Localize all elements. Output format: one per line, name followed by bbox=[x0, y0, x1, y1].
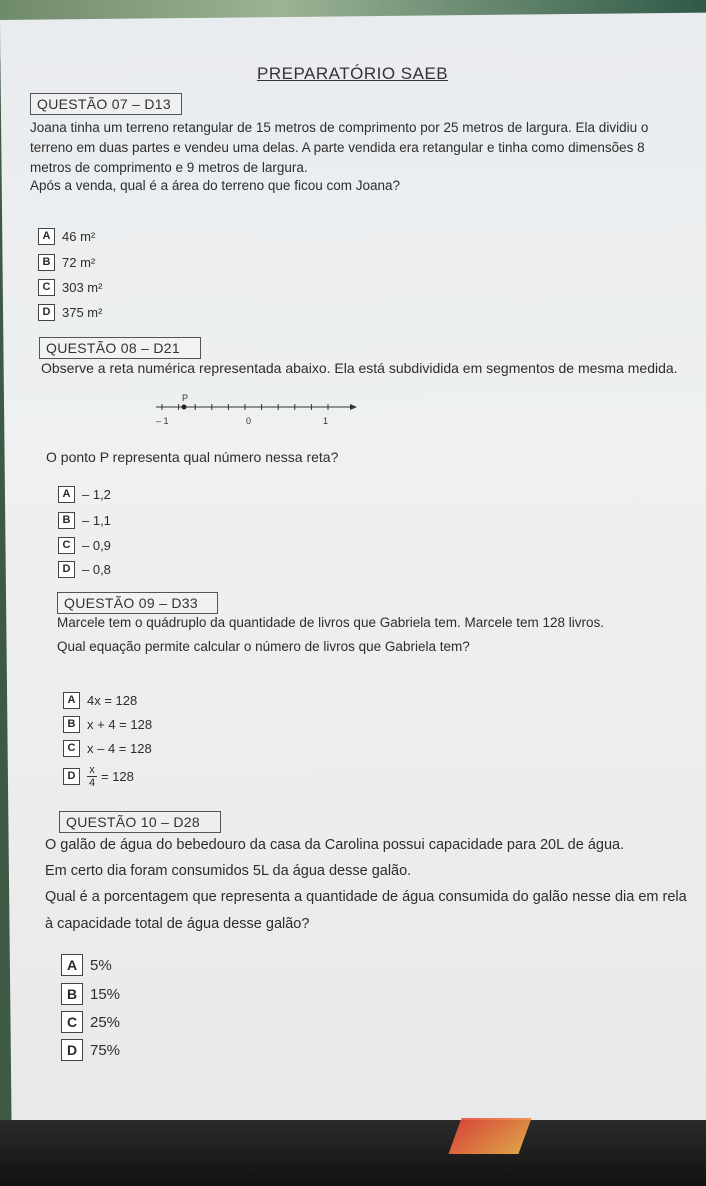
option-letter: B bbox=[61, 983, 83, 1005]
option-letter: B bbox=[58, 512, 75, 529]
q07-option-c[interactable] bbox=[38, 279, 102, 296]
option-letter: D bbox=[38, 304, 55, 321]
q09-option-d[interactable] bbox=[63, 764, 134, 789]
option-text: 75% bbox=[90, 1041, 121, 1059]
option-text: – 1,1 bbox=[82, 513, 111, 528]
option-letter: C bbox=[38, 279, 55, 296]
option-text: 375 m² bbox=[62, 305, 103, 320]
q08-option-d[interactable] bbox=[58, 561, 111, 578]
fraction-numerator: x bbox=[89, 764, 95, 776]
point-p-label: P bbox=[182, 393, 189, 403]
option-letter: B bbox=[63, 716, 80, 733]
question-08-question: O ponto P representa qual número nessa reta? bbox=[46, 449, 339, 465]
q10-option-a[interactable] bbox=[61, 954, 112, 976]
question-10-line-4: à capacidade total de água desse galão? bbox=[45, 916, 310, 932]
q09-option-b[interactable] bbox=[63, 716, 152, 733]
option-letter: B bbox=[38, 254, 55, 271]
option-text: 25% bbox=[90, 1013, 121, 1031]
option-letter: A bbox=[63, 692, 80, 709]
question-09-label: QUESTÃO 09 – D33 bbox=[57, 592, 218, 614]
option-text: 4x = 128 bbox=[87, 693, 138, 708]
option-text: 303 m² bbox=[62, 280, 103, 295]
fraction bbox=[87, 764, 97, 789]
option-text: x – 4 = 128 bbox=[87, 741, 152, 756]
q09-option-a[interactable] bbox=[63, 692, 137, 709]
question-09-statement: Marcele tem o quádruplo da quantidade de livros que Gabriela tem. Marcele tem 128 livros. bbox=[57, 615, 605, 630]
tick-label-minus-1: – 1 bbox=[156, 416, 169, 426]
option-text: 15% bbox=[90, 985, 121, 1003]
number-line bbox=[150, 392, 365, 432]
option-letter: A bbox=[61, 954, 83, 976]
background-object bbox=[448, 1118, 531, 1154]
option-text: – 1,2 bbox=[82, 487, 111, 502]
option-letter: C bbox=[63, 740, 80, 757]
tick-label-1: 1 bbox=[323, 416, 329, 426]
option-letter: C bbox=[58, 537, 75, 554]
option-letter: C bbox=[61, 1011, 83, 1033]
question-08-statement: Observe a reta numérica representada abaixo. Ela está subdividida em segmentos de mesma medida. bbox=[41, 360, 678, 376]
question-10-line-2: Em certo dia foram consumidos 5L da água desse galão. bbox=[45, 863, 412, 879]
page-title: PREPARATÓRIO SAEB bbox=[257, 64, 449, 83]
question-10-label: QUESTÃO 10 – D28 bbox=[59, 811, 221, 833]
question-10-line-1: O galão de água do bebedouro da casa da Carolina possui capacidade para 20L de água. bbox=[45, 837, 625, 853]
option-text: – 0,8 bbox=[82, 562, 111, 577]
option-letter: A bbox=[38, 228, 55, 245]
background-bottom bbox=[0, 1120, 706, 1186]
question-07-label: QUESTÃO 07 – D13 bbox=[30, 93, 182, 115]
question-07-line-1: Joana tinha um terreno retangular de 15 metros de comprimento por 25 metros de largura. Ela dividiu o bbox=[30, 120, 649, 135]
q08-option-a[interactable] bbox=[58, 486, 111, 503]
q10-option-b[interactable] bbox=[61, 983, 120, 1005]
question-08-label: QUESTÃO 08 – D21 bbox=[39, 337, 201, 359]
q10-option-c[interactable] bbox=[61, 1011, 120, 1033]
question-07-question: Após a venda, qual é a área do terreno que ficou com Joana? bbox=[30, 178, 401, 193]
option-letter: D bbox=[58, 561, 75, 578]
question-07-line-2: terreno em duas partes e vendeu uma delas. A parte vendida era retangular e tinha como dimensões 8 bbox=[30, 140, 645, 155]
question-07-line-3: metros de comprimento e 9 metros de largura. bbox=[30, 160, 308, 175]
tick-label-0: 0 bbox=[246, 416, 252, 426]
q08-option-b[interactable] bbox=[58, 512, 111, 529]
number-line-arrow bbox=[350, 404, 357, 410]
option-text: – 0,9 bbox=[82, 538, 111, 553]
q08-option-c[interactable] bbox=[58, 537, 111, 554]
option-text: x + 4 = 128 bbox=[87, 717, 153, 732]
option-text: 46 m² bbox=[62, 229, 96, 244]
option-letter: D bbox=[61, 1039, 83, 1061]
point-p-marker bbox=[182, 405, 187, 410]
q09-option-c[interactable] bbox=[63, 740, 152, 757]
option-text: 72 m² bbox=[62, 255, 96, 270]
option-text: 5% bbox=[90, 956, 112, 974]
q07-option-a[interactable] bbox=[38, 228, 95, 245]
option-letter: A bbox=[58, 486, 75, 503]
question-10-line-3: Qual é a porcentagem que representa a quantidade de água consumida do galão nesse dia em rela bbox=[45, 889, 687, 905]
q07-option-b[interactable] bbox=[38, 254, 95, 271]
question-09-question: Qual equação permite calcular o número de livros que Gabriela tem? bbox=[57, 639, 470, 654]
q07-option-d[interactable] bbox=[38, 304, 102, 321]
fraction-denominator: 4 bbox=[88, 777, 96, 789]
option-letter: D bbox=[63, 768, 80, 785]
q10-option-d[interactable] bbox=[61, 1039, 120, 1061]
option-text: = 128 bbox=[101, 769, 134, 784]
